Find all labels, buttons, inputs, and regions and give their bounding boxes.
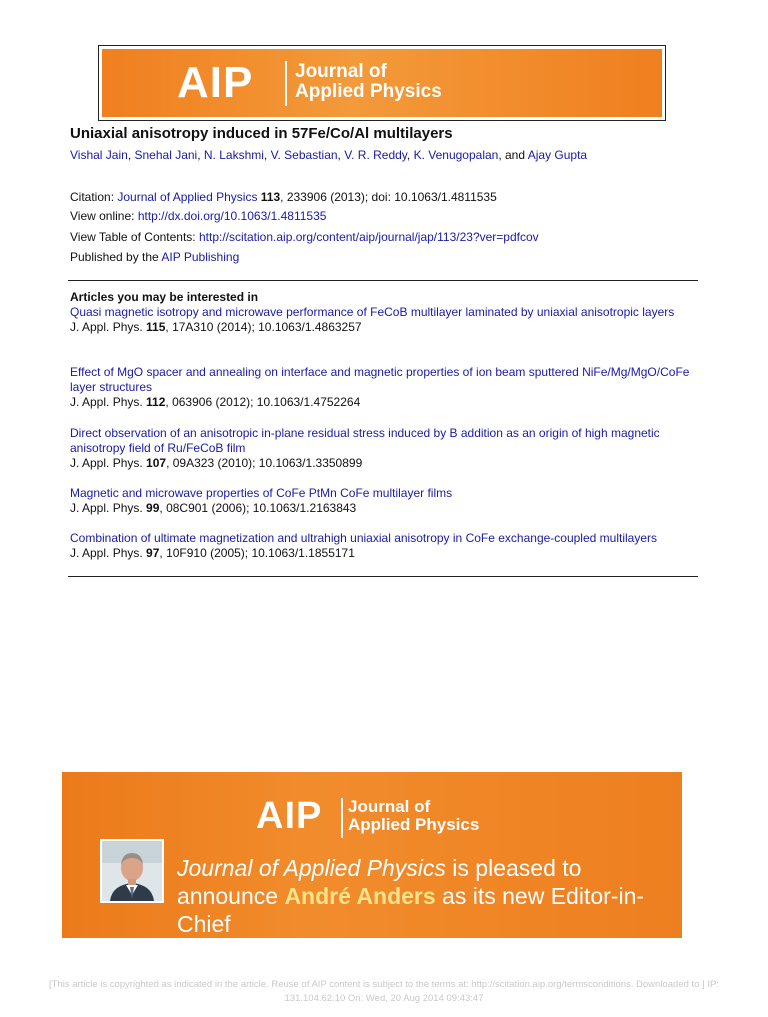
related-article [70,365,698,410]
journal-name-line2: Applied Physics [295,80,442,102]
volume-number: 107 [146,456,167,470]
author-separator: , [127,148,135,162]
journal-name-line2: Applied Physics [348,814,480,834]
author-separator: , [263,148,271,162]
view-online-label: View online: [70,209,138,223]
footer-line-2: 131.104.62.10 On: Wed, 20 Aug 2014 09:43:47 [284,993,484,1004]
journal-abbrev: J. Appl. Phys. [70,395,147,409]
announcement-text: is pleased to [445,855,582,881]
divider-top [68,280,698,281]
volume-number: 99 [146,501,160,515]
reference-details: , 17A310 (2014); 10.1063/1.4863257 [165,320,362,334]
volume-number: 115 [146,320,166,334]
journal-link[interactable]: Journal of Applied Physics [117,190,258,204]
journal-abbrev: J. Appl. Phys. [70,546,147,560]
announcement-line-2 [177,882,682,938]
journal-abbrev: J. Appl. Phys. [70,320,147,334]
editor-portrait-image [102,841,162,901]
toc-line [70,230,539,244]
publisher-line [70,250,239,264]
volume-number: 97 [146,546,160,560]
editor-name: André Anders [284,883,436,909]
reference-details: , 08C901 (2006); 10.1063/1.2163843 [159,501,357,515]
announcement-line-1 [177,854,581,882]
author-link[interactable]: N. Lakshmi [203,148,264,162]
doi-link[interactable]: http://dx.doi.org/10.1063/1.4811535 [137,209,327,223]
journal-abbrev: J. Appl. Phys. [70,501,147,515]
author-link[interactable]: Vishal Jain [70,148,128,162]
journal-name [348,798,479,834]
announcement-journal-name: Journal of Applied Physics [177,855,446,881]
citation-line [70,190,497,204]
toc-label: View Table of Contents: [70,230,199,244]
author-link[interactable]: V. Sebastian [270,148,338,162]
related-article-reference [70,395,698,410]
author-separator: , [406,148,414,162]
related-article-link[interactable]: Effect of MgO spacer and annealing on interface and magnetic properties of ion beam sputtered NiFe/Mg/MgO/CoFe layer structures [70,365,690,394]
related-article-link[interactable]: Magnetic and microwave properties of CoFe PtMn CoFe multilayer films [70,486,453,500]
related-article-reference [70,546,698,561]
author-link[interactable]: V. R. Reddy [344,148,407,162]
announcement-text: as its new Editor-in-Chief [177,883,645,937]
toc-link[interactable]: http://scitation.aip.org/content/aip/journal/jap/113/23?ver=pdfcov [198,230,539,244]
citation-details: , 233906 (2013); doi: 10.1063/1.4811535 [280,190,497,204]
article-title: Uniaxial anisotropy induced in 57Fe/Co/Al multilayers [70,125,453,142]
author-separator: , [197,148,204,162]
related-articles-heading: Articles you may be interested in [70,290,259,304]
related-article-reference [70,456,698,471]
journal-banner-background [102,49,662,117]
publisher-link[interactable]: AIP Publishing [161,250,240,264]
citation-label: Citation: [70,190,118,204]
logo-divider [285,61,287,106]
related-article-link[interactable]: Quasi magnetic isotropy and microwave performance of FeCoB multilayer laminated by uniaxial anisotropic layers [70,305,675,319]
author-separator: , and [498,148,528,162]
volume-number: 113 [260,190,281,204]
editor-announcement-banner[interactable] [62,772,682,938]
publisher-label: Published by the [70,250,162,264]
related-article-link[interactable]: Combination of ultimate magnetization and ultrahigh uniaxial anisotropy in CoFe exchange-coupled multilayers [70,531,657,545]
reference-details: , 10F910 (2005); 10.1063/1.1855171 [159,546,355,560]
author-link[interactable]: Snehal Jani [134,148,198,162]
journal-name-line1: Journal of [295,61,387,82]
author-list [70,148,700,162]
journal-banner[interactable] [98,45,666,121]
related-article-reference [70,320,698,335]
divider-bottom [68,576,698,577]
related-article [70,486,698,516]
related-article [70,426,698,471]
logo-divider [341,798,343,838]
journal-name [295,62,442,102]
reference-details: , 09A323 (2010); 10.1063/1.3350899 [166,456,363,470]
footer-line-1: [This article is copyrighted as indicated in the article. Reuse of AIP content is subject to the terms at: http://scitation.aip.org/termsconditions. Downloaded to ] IP: [49,979,719,990]
related-article-reference [70,501,698,516]
volume-number: 112 [146,395,166,409]
reference-details: , 063906 (2012); 10.1063/1.4752264 [165,395,361,409]
author-link[interactable]: Ajay Gupta [527,148,588,162]
aip-logo: AIP [256,795,323,837]
journal-abbrev: J. Appl. Phys. [70,456,147,470]
journal-name-line1: Journal of [348,797,431,816]
author-link[interactable]: K. Venugopalan [413,148,499,162]
related-article-link[interactable]: Direct observation of an anisotropic in-plane residual stress induced by B addition as an origin of high magnetic anisotropy field of Ru/FeCoB film [70,426,660,455]
announcement-text: announce [177,883,285,909]
aip-logo: AIP [177,58,254,107]
view-online-line [70,209,326,223]
author-separator: , [337,148,345,162]
related-article [70,531,698,561]
related-article [70,305,698,335]
copyright-footer [20,978,748,1006]
editor-photo [100,839,164,903]
